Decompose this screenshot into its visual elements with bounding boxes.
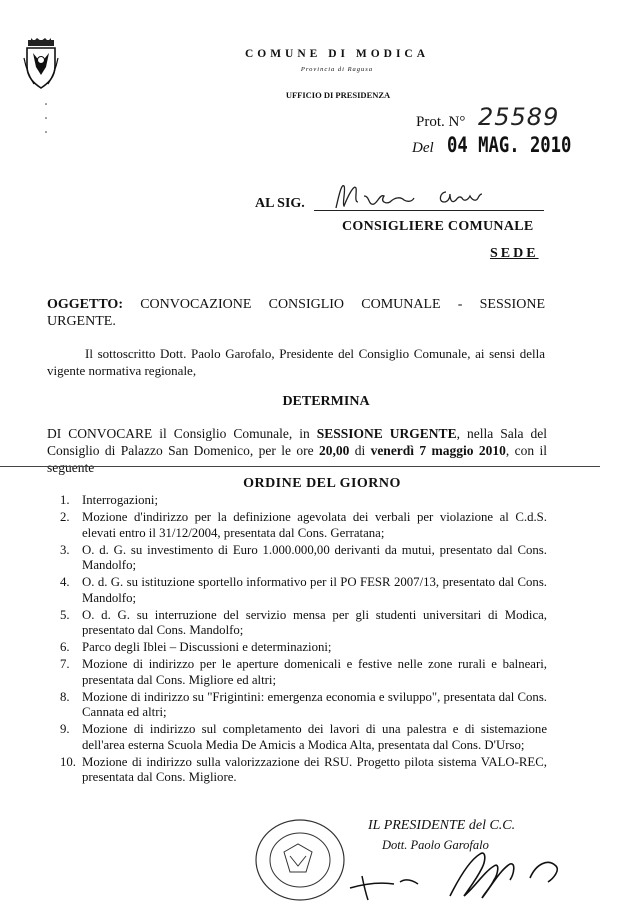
recipient-label: AL SIG. — [255, 196, 305, 211]
protocol-number: 25589 — [478, 103, 560, 131]
handwritten-signature — [340, 838, 570, 902]
agenda-item-number: 10. — [60, 754, 76, 769]
determina-heading: DETERMINA — [282, 394, 370, 409]
recipient-underline — [314, 210, 544, 211]
agenda-item-text: Mozione di indirizzo sul completamento dei lavori di una palestra e di sistemazione dell'area esterna Scuola Media De Amicis a Modica Alta, presentata dal Cons. D'Urso; — [82, 722, 547, 752]
convocation-part4: , con il seguente — [47, 443, 547, 475]
agenda-item-text: O. d. G. su investimento di Euro 1.000.000,00 derivanti da mutui, presentato dal Cons. Mandolfo; — [82, 542, 547, 572]
convocation-session: SESSIONE URGENTE — [316, 426, 457, 441]
office-name: UFFICIO DI PRESIDENZA — [285, 90, 391, 100]
agenda-item-text: O. d. G. su istituzione sportello informativo per il PO FESR 2007/13, presentato dal Cons. Mandolfo; — [82, 575, 547, 605]
convocation-part3: di — [349, 443, 371, 458]
convocation-part1: DI CONVOCARE il Consiglio Comunale, in — [47, 426, 317, 441]
agenda-item-number: 4. — [60, 575, 70, 589]
date-label: Del — [412, 140, 434, 156]
signatory-name: Dott. Paolo Garofalo — [382, 838, 489, 852]
agenda-item-number: 6. — [60, 640, 70, 654]
agenda-list — [60, 493, 547, 787]
protocol-label: Prot. N° — [416, 114, 466, 130]
agenda-item — [60, 640, 547, 656]
handwritten-recipient-name — [326, 178, 536, 212]
agenda-item-number: 3. — [60, 542, 70, 557]
agenda-item-text: Interrogazioni; — [82, 493, 159, 507]
subject-line — [47, 296, 545, 330]
crest-logo — [22, 38, 60, 90]
municipality-title: COMUNE DI MODICA — [244, 48, 430, 60]
convocation-paragraph — [47, 425, 547, 476]
agenda-item-text: Parco degli Iblei – Discussioni e determinazioni; — [82, 640, 332, 654]
subject-text: CONVOCAZIONE CONSIGLIO COMUNALE - SESSIONE URGENTE. — [47, 297, 545, 329]
convocation-day: venerdì 7 maggio 2010 — [370, 443, 506, 458]
agenda-item — [60, 690, 547, 721]
agenda-item-number: 5. — [60, 607, 70, 622]
agenda-item-text: Mozione di indirizzo su "Frigintini: emergenza economia e sviluppo", presentata dal Cons. Cannata ed altri; — [82, 689, 547, 719]
protocol-date-stamp: 04 MAG. 2010 — [447, 133, 572, 157]
agenda-item-number: 1. — [60, 493, 70, 507]
agenda-item — [60, 493, 547, 509]
convocation-time: 20,00 — [318, 443, 350, 458]
agenda-item — [60, 657, 547, 688]
agenda-item — [60, 722, 547, 753]
agenda-item — [60, 543, 547, 574]
agenda-item-text: Mozione di indirizzo sulla valorizzazione dei RSU. Progetto pilota sistema VALO-REC, presentata dal Cons. Migliore. — [82, 754, 547, 784]
agenda-item-number: 9. — [60, 722, 70, 736]
recipient-sede: SEDE — [490, 246, 539, 261]
signatory-title: IL PRESIDENTE del C.C. — [368, 818, 516, 833]
recipient-role: CONSIGLIERE COMUNALE — [342, 219, 534, 234]
province-subtitle: Provincia di Ragusa — [300, 66, 374, 73]
agenda-item — [60, 755, 547, 786]
convocation-part2: , nella Sala del Consiglio di Palazzo San Domenico, per le ore — [47, 426, 547, 458]
agenda-item-text: Mozione di indirizzo per le aperture domenicali e festive nelle zone rurali e balneari, presentata dal Cons. Migliore ed altri; — [82, 657, 547, 687]
agenda-item-number: 7. — [60, 657, 70, 671]
intro-paragraph: Il sottoscritto Dott. Paolo Garofalo, Presidente del Consiglio Comunale, ai sensi della vigente normativa regionale, — [47, 346, 545, 378]
margin-marks — [44, 100, 48, 140]
subject-label: OGGETTO: — [47, 297, 123, 312]
agenda-item — [60, 510, 547, 541]
agenda-item-number: 8. — [60, 689, 70, 704]
agenda-item-text: O. d. G. su interruzione del servizio mensa per gli studenti universitari di Modica, presentato dal Cons. Mandolfo; — [82, 607, 547, 637]
agenda-title: ORDINE DEL GIORNO — [243, 476, 401, 491]
agenda-item — [60, 608, 547, 639]
agenda-item — [60, 575, 547, 606]
agenda-item-number: 2. — [60, 510, 70, 524]
agenda-item-text: Mozione d'indirizzo per la definizione agevolata dei verbali per violazione al C.d.S. elevati entro il 31/12/2004, presentata dal Cons. Gerratana; — [82, 510, 547, 540]
divider-line — [0, 466, 600, 467]
